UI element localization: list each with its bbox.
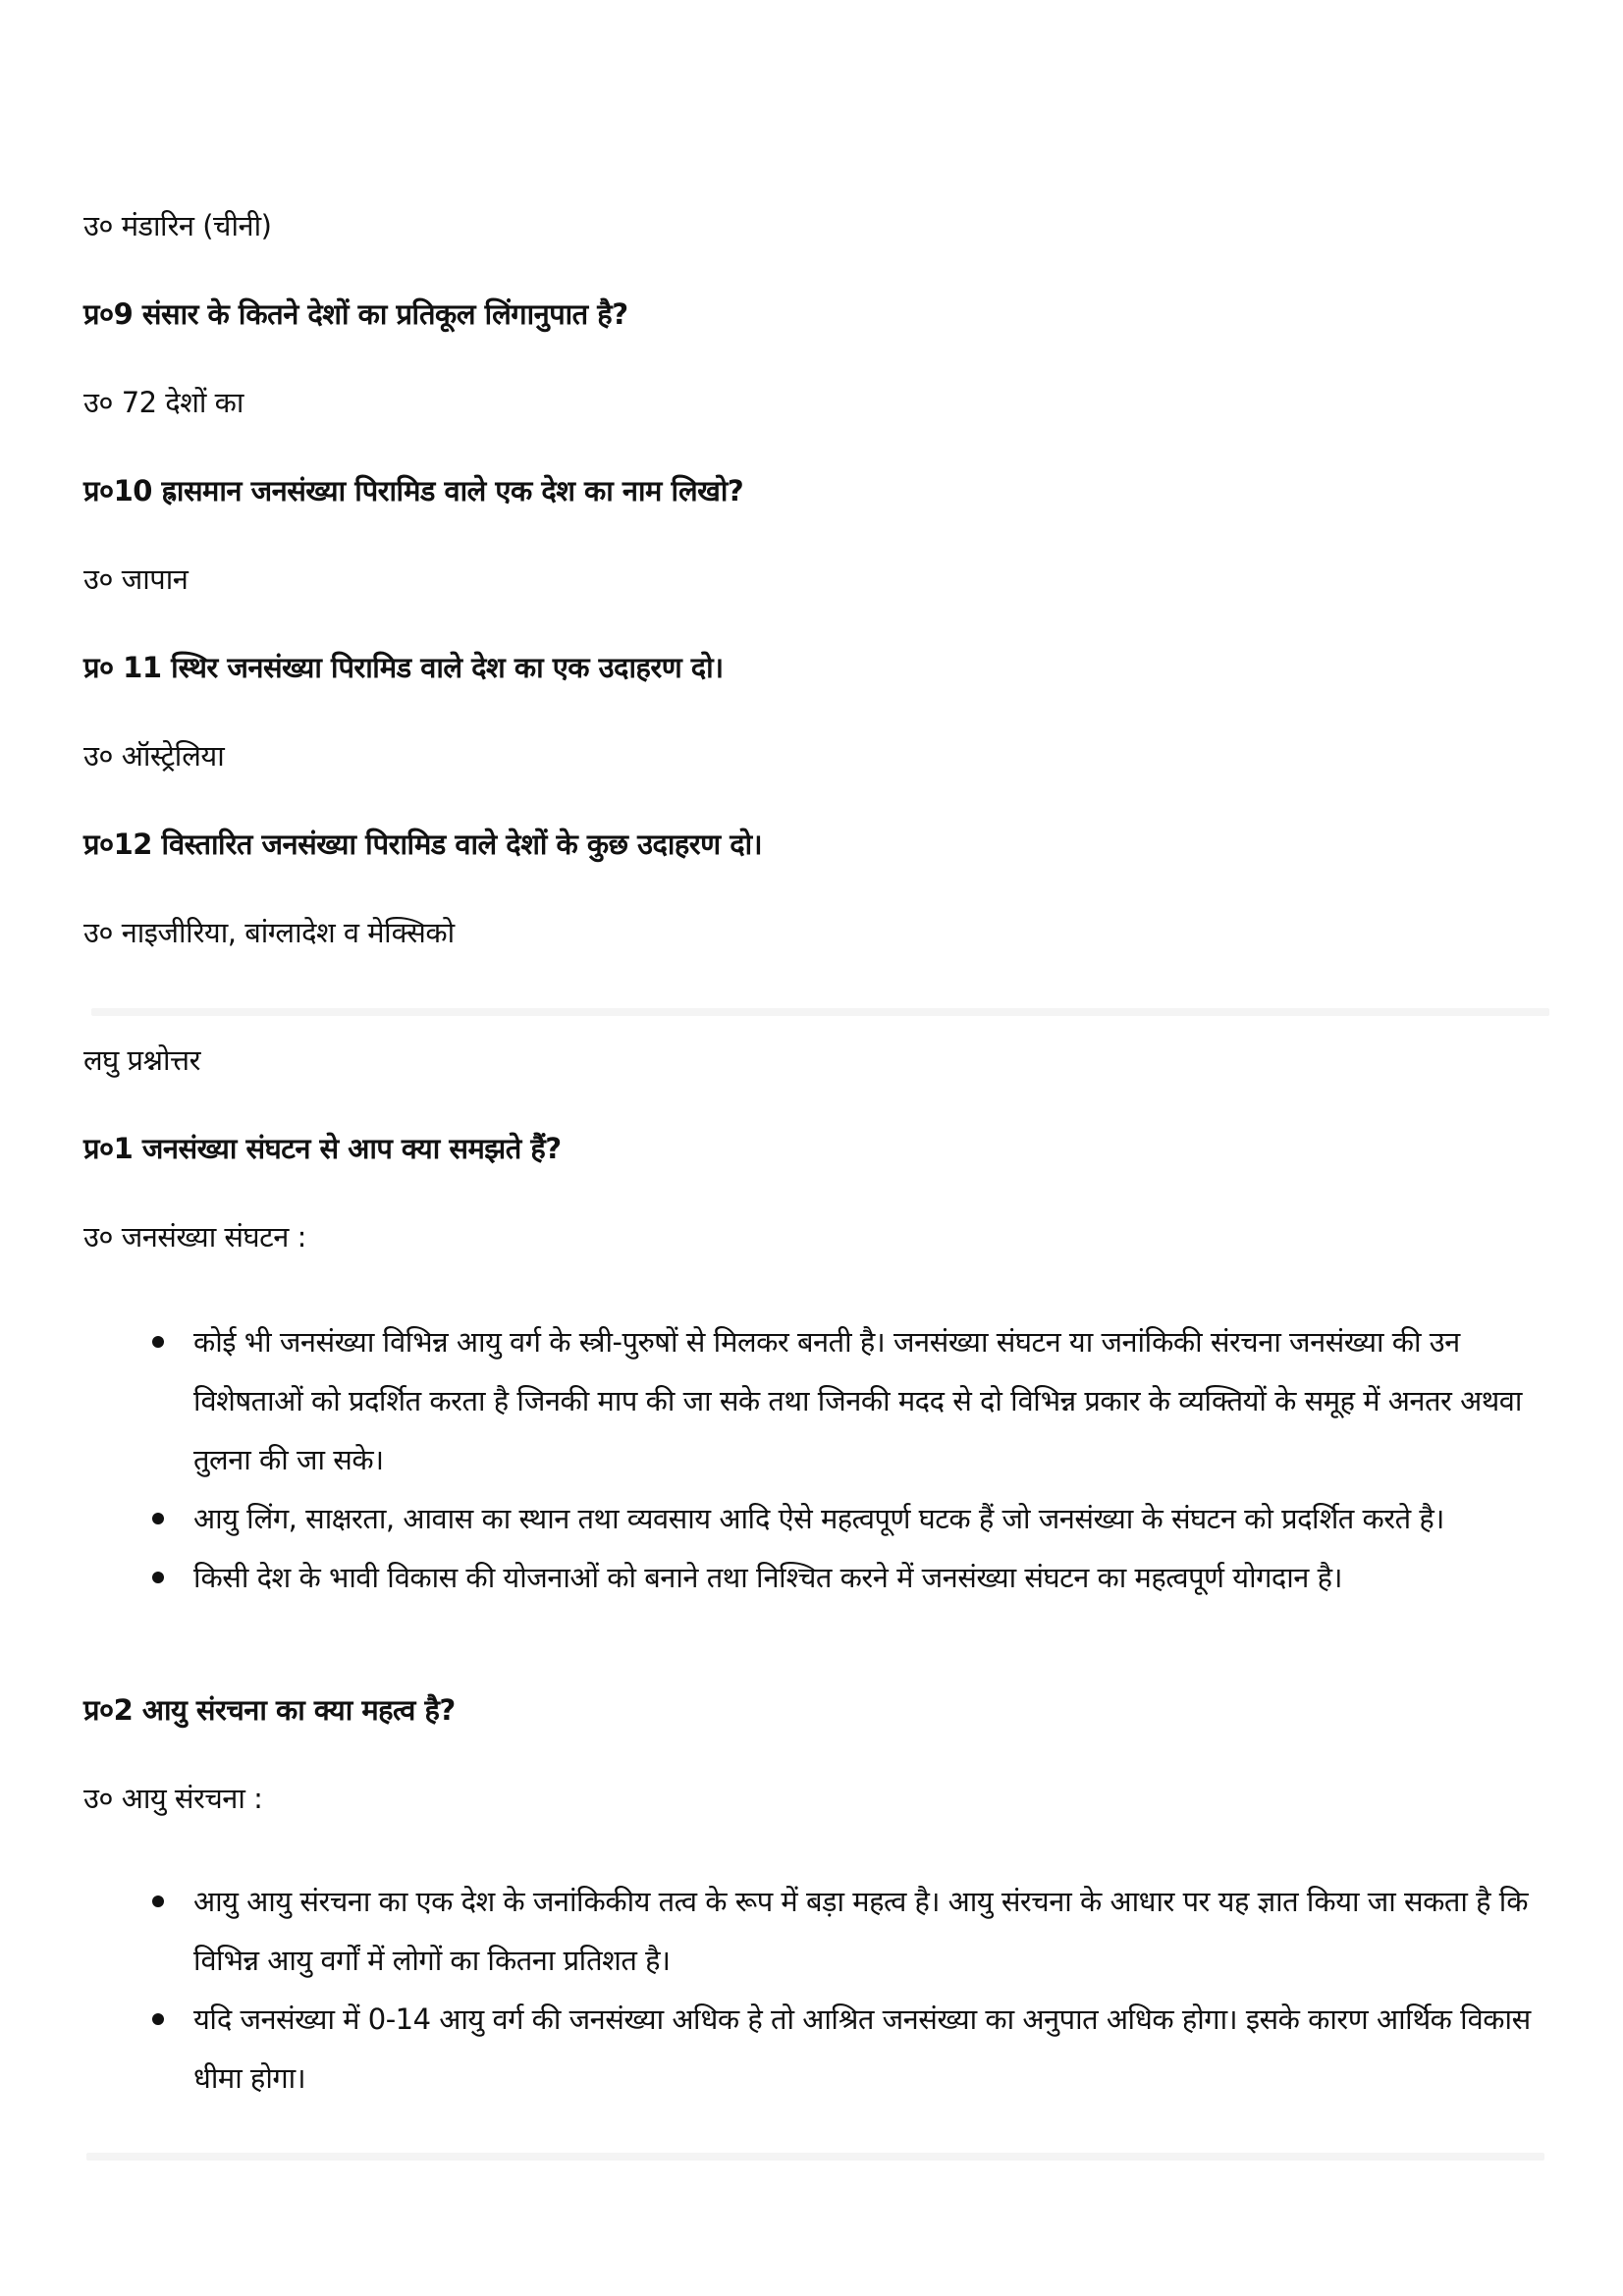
list-item xyxy=(152,1489,1546,1548)
answer-line-11: उ० ऑस्ट्रेलिया xyxy=(83,739,225,773)
question-line-10: प्र०10 ह्रासमान जनसंख्या पिरामिड वाले एक देश का नाम लिखो? xyxy=(83,474,744,507)
short-question-1: प्र०1 जनसंख्या संघटन से आप क्या समझते हैं? xyxy=(83,1132,562,1165)
list-item xyxy=(152,1548,1546,1607)
bullet-icon xyxy=(152,2013,164,2025)
answer-line-9: उ० 72 देशों का xyxy=(83,386,243,419)
answer-line-12: उ० नाइजीरिया, बांग्लादेश व मेक्सिको xyxy=(83,916,455,949)
bullet-text: कोई भी जनसंख्या विभिन्न आयु वर्ग के स्त्री-पुरुषों से मिलकर बनती है। जनसंख्या संघटन या जनांकिकी संरचना जनसंख्या की उन विशेषताओं को प्रदर्शित करता है जिनकी माप की जा सके तथा जिनकी मदद से दो विभिन्न प्रकार के व्यक्तियों के समूह में अनतर अथवा तुलना की जा सके। xyxy=(193,1325,1522,1476)
bullet-icon xyxy=(152,1513,164,1524)
bullet-text: आयु लिंग, साक्षरता, आवास का स्थान तथा व्यवसाय आदि ऐसे महत्वपूर्ण घटक हैं जो जनसंख्या के संघटन को प्रदर्शित करते है। xyxy=(193,1502,1444,1535)
short-question-2: प्र०2 आयु संरचना का क्या महत्व है? xyxy=(83,1693,456,1727)
short-answer-1-bullets xyxy=(152,1312,1546,1607)
bullet-text: यदि जनसंख्या में 0-14 आयु वर्ग की जनसंख्या अधिक हे तो आश्रित जनसंख्या का अनुपात अधिक होगा। इसके कारण आर्थिक विकास धीमा होगा। xyxy=(193,2002,1531,2095)
bullet-icon xyxy=(152,1896,164,1907)
bullet-icon xyxy=(152,1572,164,1583)
bullet-text: किसी देश के भावी विकास की योजनाओं को बनाने तथा निश्चित करने में जनसंख्या संघटन का महत्वपूर्ण योगदान है। xyxy=(193,1561,1343,1594)
question-line-12: प्र०12 विस्तारित जनसंख्या पिरामिड वाले देशों के कुछ उदाहरण दो। xyxy=(83,828,763,861)
list-item xyxy=(152,1312,1546,1489)
short-answer-2-bullets xyxy=(152,1872,1546,2108)
short-answer-1-intro: उ० जनसंख्या संघटन : xyxy=(83,1220,306,1254)
list-item xyxy=(152,1990,1546,2108)
answer-line-8: उ० मंडारिन (चीनी) xyxy=(83,209,272,242)
section-heading: लघु प्रश्नोत्तर xyxy=(83,1043,200,1077)
list-item xyxy=(152,1872,1546,1990)
short-answer-2-intro: उ० आयु संरचना : xyxy=(83,1782,263,1815)
answer-line-10: उ० जापान xyxy=(83,562,189,596)
bullet-text: आयु आयु संरचना का एक देश के जनांकिकीय तत्व के रूप में बड़ा महत्व है। आयु संरचना के आधार पर यह ज्ञात किया जा सकता है कि विभिन्न आयु वर्गों में लोगों का कितना प्रतिशत है। xyxy=(193,1885,1529,1977)
section-divider-bottom xyxy=(86,2153,1544,2161)
question-line-9: प्र०9 संसार के कितने देशों का प्रतिकूल लिंगानुपात है? xyxy=(83,297,628,331)
section-divider xyxy=(91,1008,1549,1016)
bullet-icon xyxy=(152,1336,164,1348)
question-line-11: प्र० 11 स्थिर जनसंख्या पिरामिड वाले देश का एक उदाहरण दो। xyxy=(83,651,724,684)
